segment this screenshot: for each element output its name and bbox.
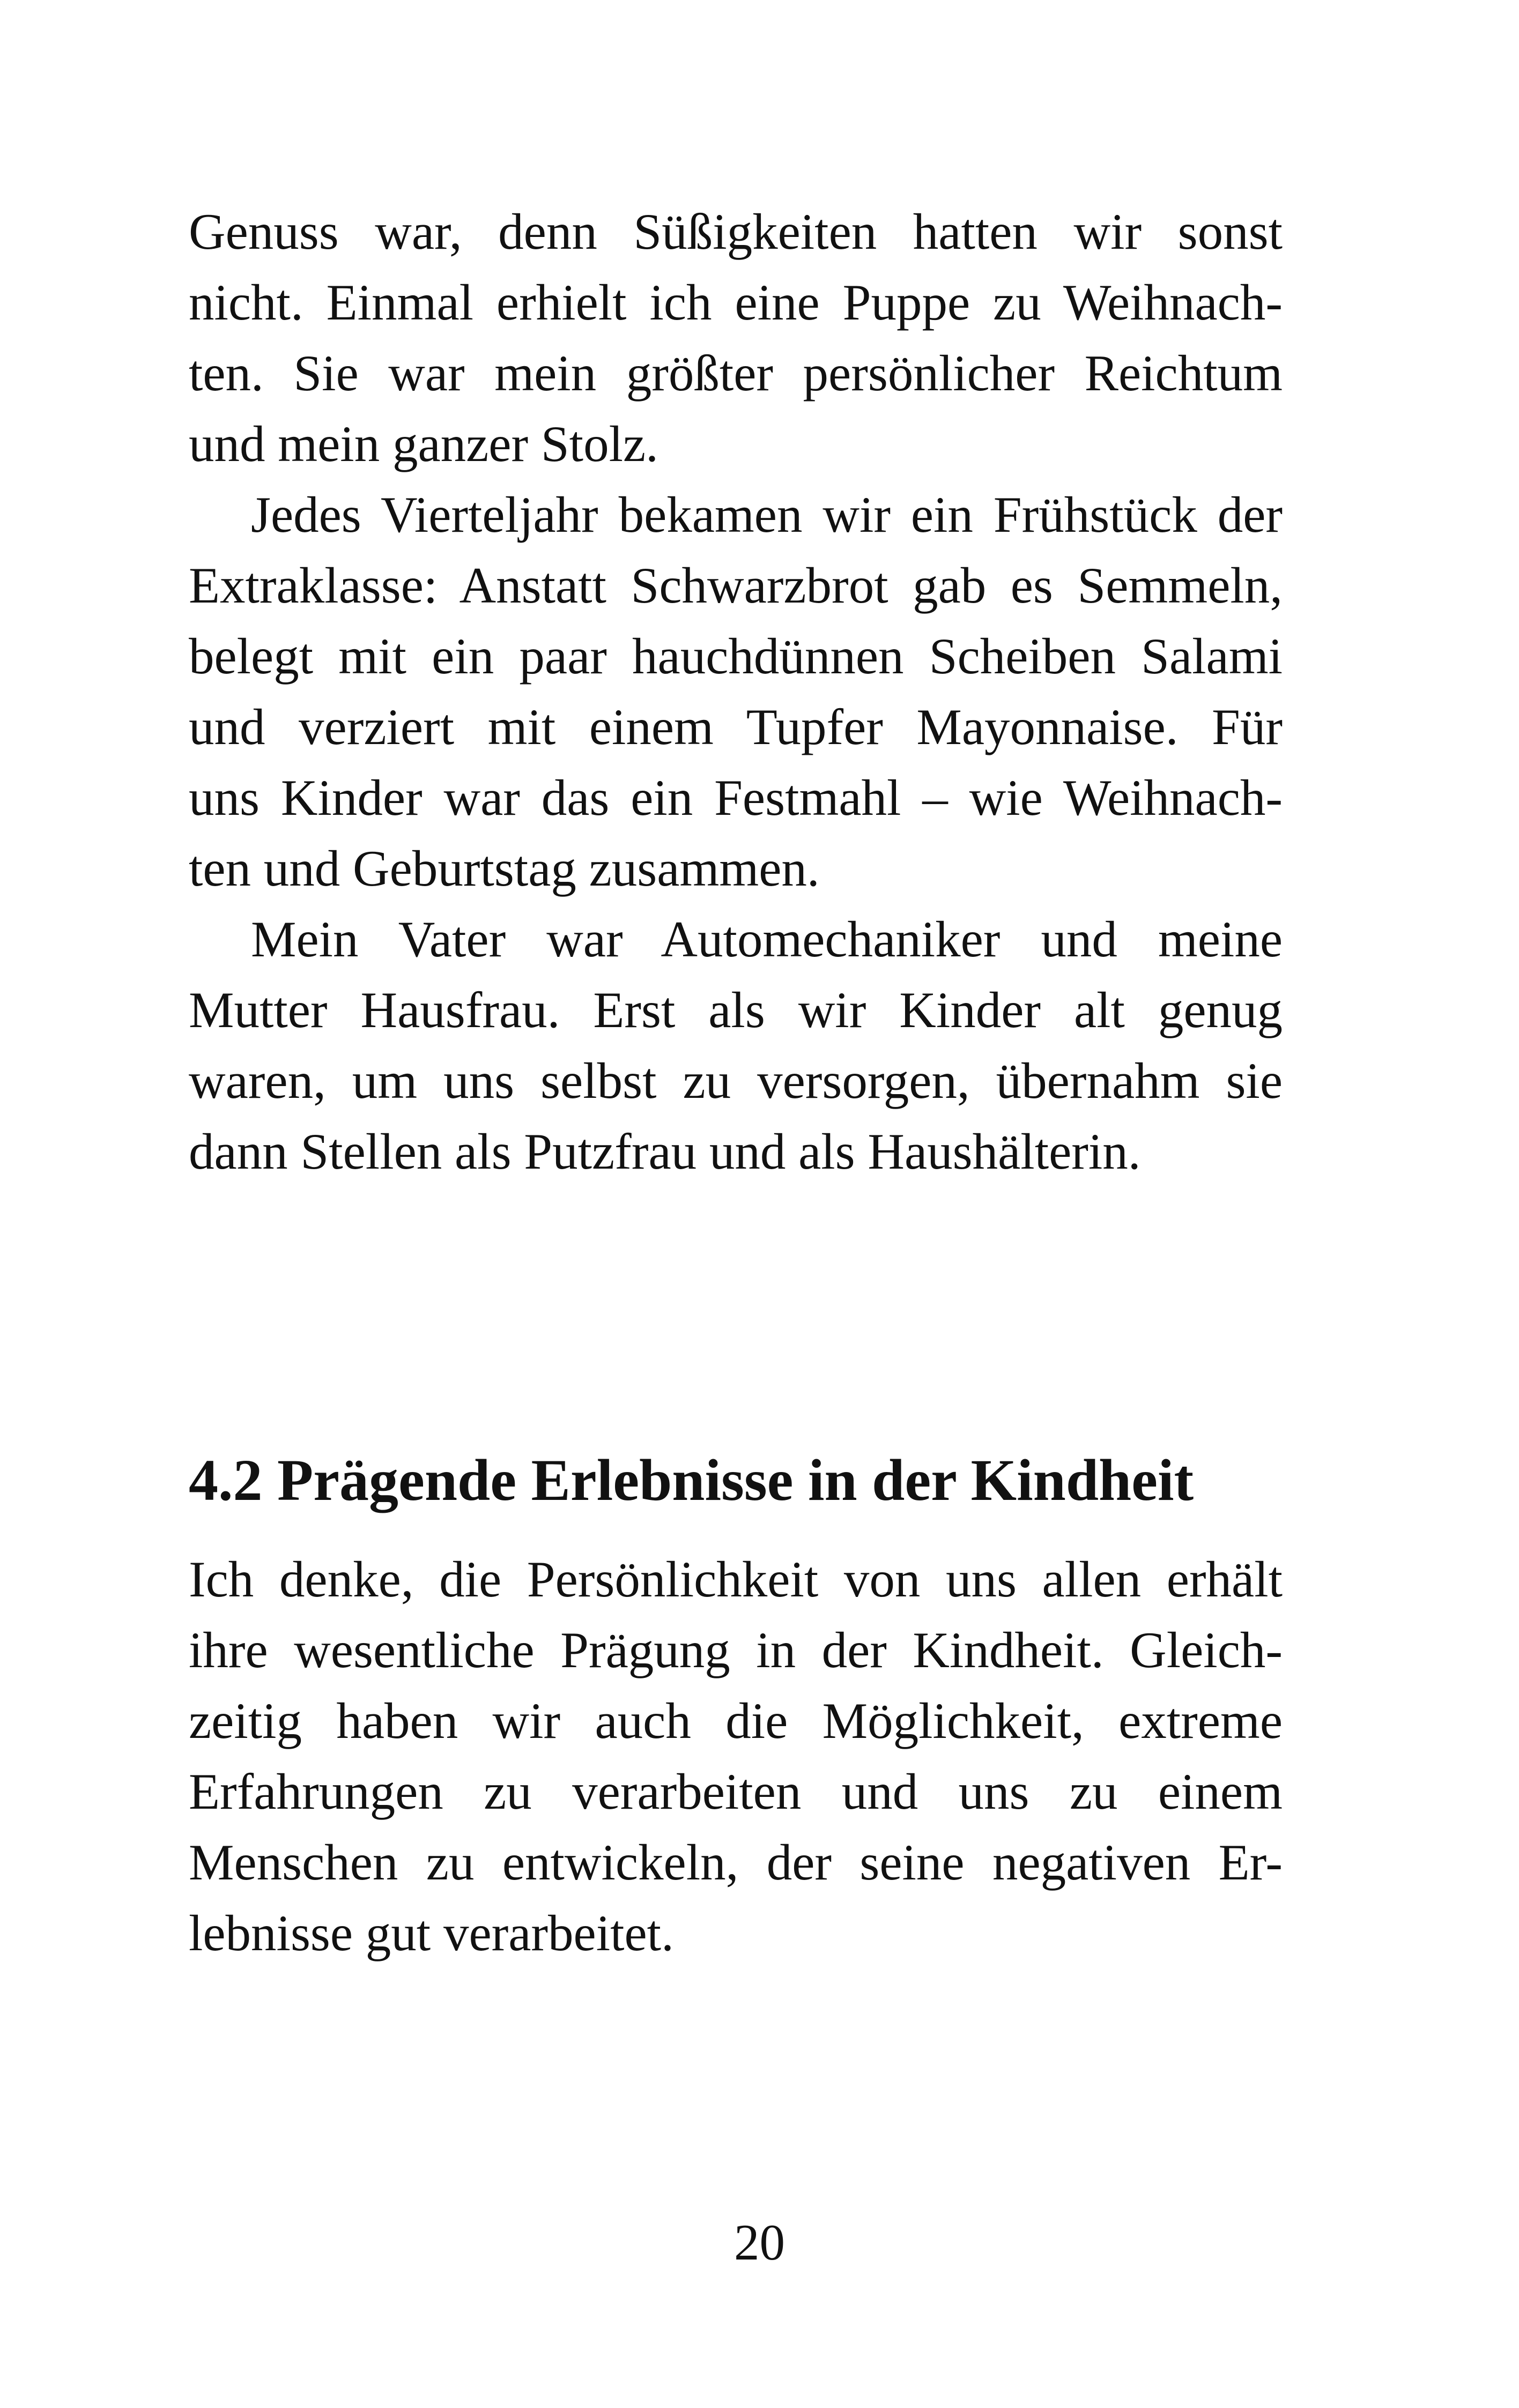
text-line: uns Kinder war das ein Festmahl – wie Weihnach- (189, 769, 1283, 826)
text-line: und mein ganzer Stolz. (189, 415, 658, 472)
text-line: belegt mit ein paar hauchdünnen Scheiben Salami (189, 628, 1283, 685)
text-line: Erfahrungen zu verarbeiten und uns zu einem (189, 1763, 1283, 1820)
text-line: Menschen zu entwickeln, der seine negativen Er- (189, 1834, 1283, 1891)
paragraph (189, 196, 1283, 479)
paragraph (189, 1544, 1283, 1968)
text-line: Genuss war, denn Süßigkeiten hatten wir sonst (189, 203, 1283, 260)
text-line: ten und Geburtstag zusammen. (189, 840, 820, 897)
paragraph (189, 479, 1283, 904)
text-line: Mutter Hausfrau. Erst als wir Kinder alt genug (189, 982, 1283, 1038)
text-line: ten. Sie war mein größter persönlicher Reichtum (189, 345, 1283, 402)
text-line: dann Stellen als Putzfrau und als Haushälterin. (189, 1123, 1141, 1180)
text-line: Mein Vater war Automechaniker und meine (251, 911, 1283, 968)
text-line: waren, um uns selbst zu versorgen, übernahm sie (189, 1052, 1283, 1109)
text-line: lebnisse gut verarbeitet. (189, 1905, 674, 1961)
paragraph (189, 904, 1283, 1187)
text-line: und verziert mit einem Tupfer Mayonnaise. Für (189, 698, 1283, 755)
text-line: Extraklasse: Anstatt Schwarzbrot gab es Semmeln, (189, 557, 1283, 614)
text-line: Jedes Vierteljahr bekamen wir ein Frühstück der (251, 486, 1283, 543)
text-line: ihre wesentliche Prägung in der Kindheit. Gleich- (189, 1622, 1283, 1678)
text-line: Ich denke, die Persönlichkeit von uns allen erhält (189, 1551, 1283, 1608)
text-line: zeitig haben wir auch die Möglichkeit, extreme (189, 1692, 1283, 1749)
page-number: 20 (734, 2214, 785, 2271)
text-line: nicht. Einmal erhielt ich eine Puppe zu Weihnach- (189, 274, 1283, 331)
section-heading: 4.2 Prägende Erlebnisse in der Kindheit (189, 1447, 1194, 1513)
